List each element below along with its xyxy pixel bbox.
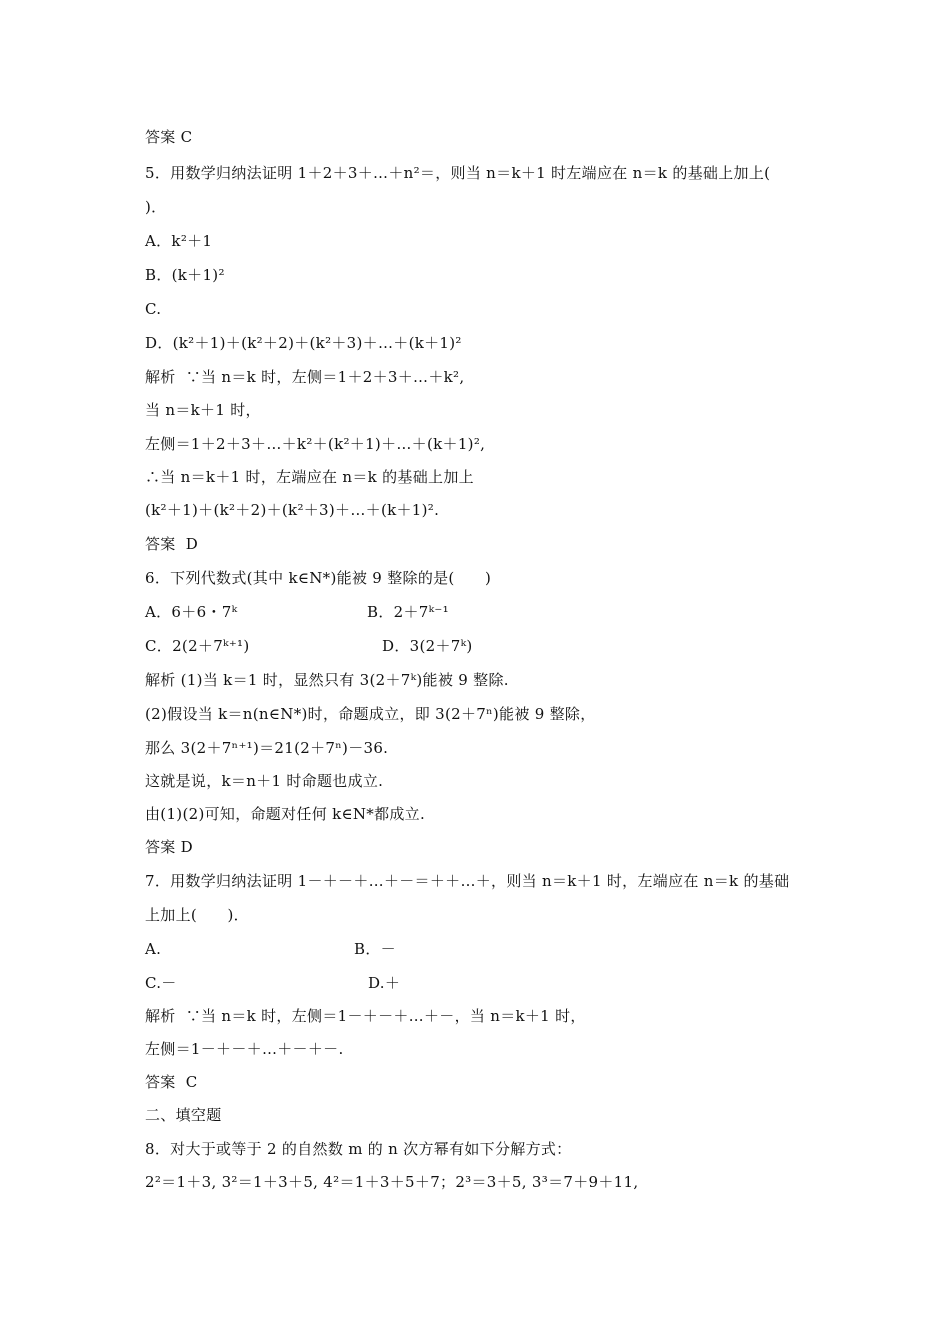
analysis-line: 解析 ∵当 n＝k 时，左侧＝1－＋－＋…＋－，当 n＝k＋1 时，	[145, 1007, 586, 1025]
question-5-stem-end: )．	[145, 198, 167, 216]
option-a: A．6＋6・7ᵏ	[145, 603, 238, 621]
question-8-stem: 8．对大于或等于 2 的自然数 m 的 n 次方幂有如下分解方式：	[145, 1140, 572, 1158]
analysis-line: 左侧＝1－＋－＋…＋－＋－.	[145, 1040, 344, 1058]
analysis-line: 解析 (1)当 k＝1 时，显然只有 3(2＋7ᵏ)能被 9 整除.	[145, 671, 509, 689]
option-c: C.－	[145, 974, 177, 992]
answer-label: 答案 D	[145, 535, 199, 553]
answer-label: 答案 C	[145, 1073, 198, 1091]
analysis-line: 左侧＝1＋2＋3＋…＋k²＋(k²＋1)＋…＋(k＋1)²,	[145, 435, 486, 453]
question-8-formula: 2²＝1＋3, 3²＝1＋3＋5, 4²＝1＋3＋5＋7；2³＝3＋5, 3³＝7＋9＋11,	[145, 1173, 639, 1191]
option-b: B．－	[354, 940, 396, 958]
answer-label: 答案 D	[145, 838, 193, 856]
question-6-stem: 6．下列代数式(其中 k∈N*)能被 9 整除的是( )	[145, 569, 492, 587]
analysis-line: 由(1)(2)可知，命题对任何 k∈N*都成立.	[145, 805, 426, 823]
option-a: A.	[145, 940, 162, 958]
option-d: D．3(2＋7ᵏ)	[382, 637, 473, 655]
option-a: A．k²＋1	[145, 232, 213, 250]
option-d: D．(k²＋1)＋(k²＋2)＋(k²＋3)＋…＋(k＋1)²	[145, 334, 462, 352]
option-d: D.＋	[368, 974, 401, 992]
analysis-line: 解析 ∵当 n＝k 时，左侧＝1＋2＋3＋…＋k²,	[145, 368, 465, 386]
option-c: C.	[145, 300, 162, 318]
analysis-line: 这就是说，k＝n＋1 时命题也成立.	[145, 772, 384, 790]
analysis-line: ∴当 n＝k＋1 时，左端应在 n＝k 的基础上加上	[145, 468, 474, 486]
answer-label: 答案 C	[145, 128, 193, 146]
option-b: B．(k＋1)²	[145, 266, 225, 284]
question-7-stem-end: 上加上( )．	[145, 906, 249, 924]
option-b: B．2＋7ᵏ⁻¹	[367, 603, 449, 621]
section-heading: 二、填空题	[145, 1106, 222, 1124]
question-7-stem: 7．用数学归纳法证明 1－＋－＋…＋－＝＋＋…＋，则当 n＝k＋1 时，左端应在 n＝k 的基础	[145, 872, 790, 890]
analysis-line: 那么 3(2＋7ⁿ⁺¹)＝21(2＋7ⁿ)－36.	[145, 739, 389, 757]
question-5-stem: 5．用数学归纳法证明 1＋2＋3＋…＋n²＝，则当 n＝k＋1 时左端应在 n＝k 的基础上加上(	[145, 164, 771, 182]
analysis-line: (2)假设当 k＝n(n∈N*)时，命题成立，即 3(2＋7ⁿ)能被 9 整除，	[145, 705, 596, 723]
analysis-line: (k²＋1)＋(k²＋2)＋(k²＋3)＋…＋(k＋1)².	[145, 501, 440, 519]
option-c: C．2(2＋7ᵏ⁺¹)	[145, 637, 250, 655]
analysis-line: 当 n＝k＋1 时，	[145, 401, 261, 419]
